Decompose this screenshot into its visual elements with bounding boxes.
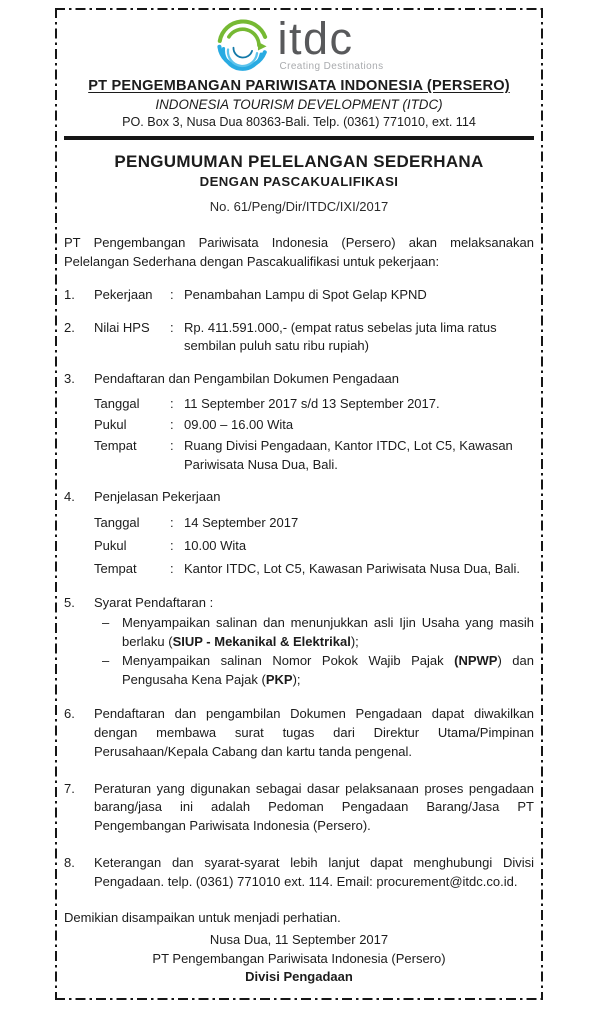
bullet-2-bold: (NPWP (454, 653, 498, 669)
bullet-1-dash: – (102, 614, 110, 630)
signature-division: Divisi Pengadaan (245, 968, 353, 984)
item-3-heading-row (64, 370, 534, 389)
item-4-pukul-value: 10.00 Wita (184, 538, 247, 554)
list-item-5 (64, 594, 534, 690)
item-5-heading: Syarat Pendaftaran : (94, 594, 214, 610)
item-4-tanggal-colon: : (170, 515, 174, 531)
item-1-colon: : (170, 286, 174, 302)
item-3-tempat-colon: : (170, 437, 174, 453)
item-3-pukul-colon: : (170, 416, 174, 432)
company-address-line: PO. Box 3, Nusa Dua 80363-Bali. Telp. (0361) 771010, ext. 114 (122, 115, 476, 129)
item-5-number: 5. (64, 594, 75, 610)
item-3-pukul-value: 09.00 – 16.00 Wita (184, 416, 294, 432)
item-5-bullet-2 (64, 652, 534, 690)
item-3-pukul-label: Pukul (94, 416, 127, 432)
company-name-heading: PT PENGEMBANGAN PARIWISATA INDONESIA (PERSERO) (88, 78, 510, 94)
bullet-2-post: ); (292, 672, 301, 688)
item-3-tempat-value: Ruang Divisi Pengadaan, Kantor ITDC, Lot C5, Kawasan Pariwisata Nusa Dua, Bali. (184, 437, 513, 472)
item-3-tempat-label: Tempat (94, 437, 137, 453)
closing-statement: Demikian disampaikan untuk menjadi perhatian. (64, 909, 341, 925)
announcement-subtitle: DENGAN PASCAKUALIFIKASI (199, 174, 399, 189)
list-item-6 (64, 705, 534, 762)
border-left (55, 8, 57, 1000)
item-8-text: Keterangan dan syarat-syarat lebih lanjut dapat menghubungi Divisi Pengadaan. telp. (0361) 771010 ext. 114. Email: procurement@itdc.co.id. (94, 855, 534, 889)
item-4-pukul-colon: : (170, 538, 174, 554)
bullet-2-bold2: PKP (265, 672, 293, 688)
item-2-number: 2. (64, 319, 75, 335)
item-2-label: Nilai HPS (94, 319, 150, 335)
list-item-4 (64, 488, 534, 578)
item-4-tempat-colon: : (170, 560, 174, 576)
bullet-2-dash: – (102, 653, 110, 669)
item-2-colon: : (170, 319, 174, 335)
border-bottom (55, 998, 543, 1000)
item-1-label: Pekerjaan (94, 286, 153, 302)
item-1-number: 1. (64, 286, 75, 302)
item-4-row-pukul (64, 537, 534, 556)
item-4-pukul-label: Pukul (94, 538, 127, 554)
item-4-row-tempat (64, 560, 534, 579)
item-3-row-pukul (64, 416, 534, 435)
item-4-tempat-label: Tempat (94, 560, 137, 576)
announcement-title: PENGUMUMAN PELELANGAN SEDERHANA (114, 152, 484, 171)
list-item-7 (64, 780, 534, 837)
bullet-1-post: ); (350, 633, 359, 649)
item-4-heading-row (64, 488, 534, 507)
list-item-2 (64, 319, 534, 357)
bullet-2-mid: ) dan Pengusaha Kena Pajak ( (122, 653, 534, 688)
item-3-row-tempat (64, 437, 534, 475)
item-5-heading-row (64, 594, 534, 613)
bullet-1-text (122, 614, 534, 652)
item-3-heading: Pendaftaran dan Pengambilan Dokumen Pengadaan (94, 371, 400, 387)
item-7-text: Peraturan yang digunakan sebagai dasar pelaksanaan proses pengadaan barang/jasa ini adalah Pedoman Pengadaan Barang/Jasa PT Pengembangan Pariwisata Indonesia (Persero). (94, 780, 534, 834)
item-3-number: 3. (64, 371, 75, 387)
item-4-tanggal-label: Tanggal (94, 515, 140, 531)
item-4-heading: Penjelasan Pekerjaan (94, 489, 221, 505)
item-4-row-tanggal (64, 514, 534, 533)
item-6-number: 6. (64, 706, 75, 722)
border-top (55, 8, 543, 10)
intro-paragraph: PT Pengembangan Pariwisata Indonesia (Persero) akan melaksanakan Pelelangan Sederhana dengan Pascakualifikasi untuk pekerjaan: (64, 235, 534, 269)
item-3-tanggal-colon: : (170, 396, 174, 412)
announcement-document (55, 8, 543, 1000)
company-english-name: INDONESIA TOURISM DEVELOPMENT (ITDC) (155, 97, 443, 112)
item-6-text: Pendaftaran dan pengambilan Dokumen Pengadaan dapat diwakilkan dengan membawa surat tugas dari Direktur Utama/Pimpinan Perusahaan/Kepala Cabang dan kartu tanda pengenal. (94, 706, 534, 759)
item-3-tanggal-value: 11 September 2017 s/d 13 September 2017. (184, 396, 440, 412)
itdc-swirl-bird-icon (214, 16, 272, 74)
bullet-2-text (122, 652, 534, 690)
item-2-value: Rp. 411.591.000,- (empat ratus sebelas juta lima ratus sembilan puluh satu ribu rupiah) (184, 319, 497, 354)
logo-tagline: Creating Destinations (279, 60, 384, 72)
list-item-8 (64, 854, 534, 892)
bullet-1-bold: SIUP - Mekanikal & Elektrikal (172, 633, 351, 649)
signature-block (64, 931, 534, 986)
item-4-tempat-value: Kantor ITDC, Lot C5, Kawasan Pariwisata Nusa Dua, Bali. (184, 560, 520, 576)
signature-company: PT Pengembangan Pariwisata Indonesia (Persero) (152, 950, 446, 966)
itdc-logo (214, 12, 384, 74)
bullet-1-pre: Menyampaikan salinan dan menunjukkan asli Ijin Usaha yang masih berlaku ( (122, 614, 534, 649)
border-right (541, 8, 543, 1000)
item-7-number: 7. (64, 780, 75, 796)
announcement-number: No. 61/Peng/Dir/ITDC/IXI/2017 (209, 199, 389, 214)
logo-text-block (277, 12, 384, 72)
item-4-number: 4. (64, 489, 75, 505)
item-4-tanggal-value: 14 September 2017 (184, 515, 299, 531)
list-item-3 (64, 370, 534, 474)
item-3-row-tanggal (64, 395, 534, 414)
item-5-bullet-1 (64, 614, 534, 652)
list-item-1 (64, 286, 534, 305)
item-3-tanggal-label: Tanggal (94, 396, 140, 412)
item-8-number: 8. (64, 855, 75, 871)
bullet-2-pre: Menyampaikan salinan Nomor Pokok Wajib Pajak (122, 653, 455, 669)
letterhead-divider-rule (64, 136, 534, 140)
logo-brand-wordmark: itdc (277, 12, 354, 64)
signature-place-date: Nusa Dua, 11 September 2017 (209, 932, 389, 948)
item-1-value: Penambahan Lampu di Spot Gelap KPND (184, 286, 427, 302)
